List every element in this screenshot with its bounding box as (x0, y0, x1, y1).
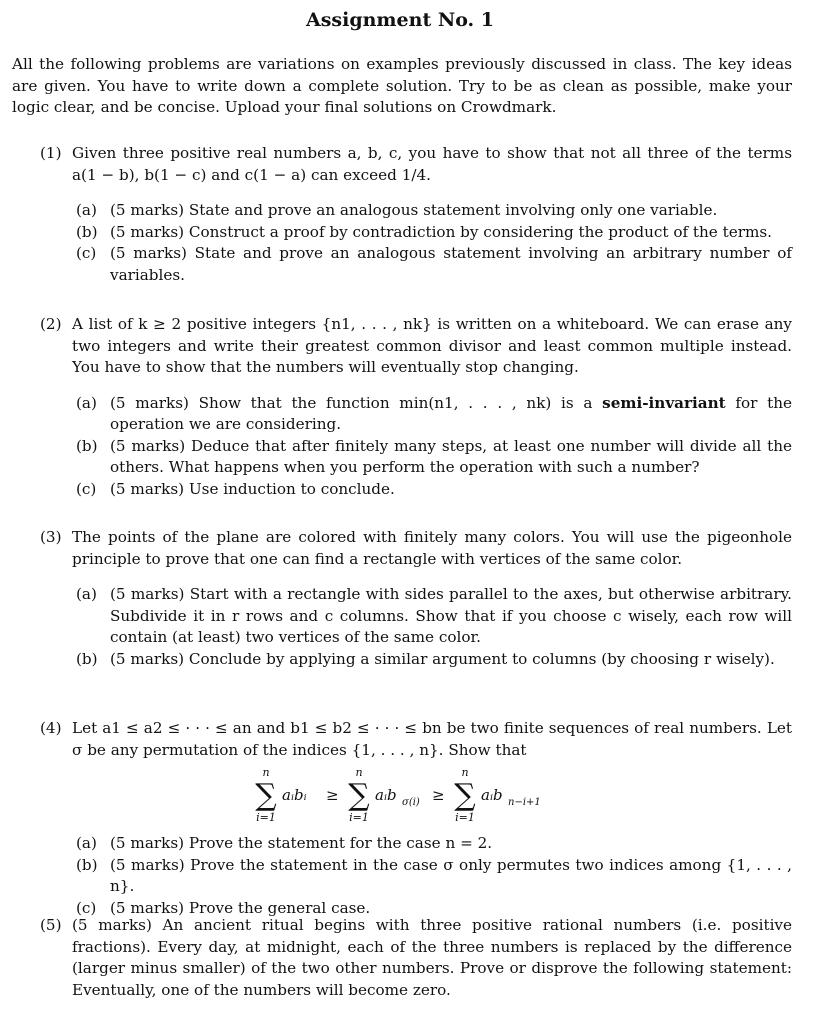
part-text: (5 marks) State and prove an analogous statement involving only one variable. (110, 201, 718, 219)
part-label: (c) (76, 898, 97, 917)
problem-number: (2) (40, 315, 62, 333)
part-label: (c) (76, 479, 97, 498)
part-text-pre: (5 marks) Show that the function min(n1, . . . , nk) is a (110, 393, 603, 412)
sum-upper-limit: n (461, 766, 469, 779)
problem-3 (40, 527, 792, 670)
problem-part (76, 393, 792, 436)
sigma-symbol: ∑ (348, 778, 370, 813)
problem-stem: (5 marks) An ancient ritual begins with three positive rational numbers (i.e. positive fractions). Every day, at midnight, each of the three numbers is replaced by the difference (larger minus smaller) of the two other numbers. Prove or disprove the following statement: Eventually, one of the numbers will become zero. (72, 916, 792, 999)
part-label: (a) (76, 393, 97, 412)
geq-symbol: ≥ (326, 786, 339, 804)
part-text-post: for the operation we are considering. (110, 393, 792, 433)
sum-lower-limit: i=1 (455, 811, 475, 824)
problem-5 (40, 915, 792, 1001)
problem-2 (40, 314, 792, 500)
problem-4 (40, 718, 792, 919)
part-label: (c) (76, 244, 97, 262)
problem-part (76, 855, 792, 898)
problem-part (76, 200, 792, 222)
problem-number: (4) (40, 719, 62, 737)
part-label: (a) (76, 834, 97, 852)
semi-invariant-term: semi-invariant (602, 393, 726, 412)
part-label: (b) (76, 855, 98, 874)
problem-stem: Let a1 ≤ a2 ≤ · · · ≤ an and b1 ≤ b2 ≤ · · · ≤ bn be two finite sequences of real numbers. Let σ be any permutation of the indices {1, . . . , n}. Show that (72, 719, 792, 759)
problem-1 (40, 143, 792, 286)
problem-stem: Given three positive real numbers a, b, c, you have to show that not all three of the terms a(1 − b), b(1 − c) and c(1 − a) can exceed 1/4. (72, 144, 792, 184)
intro-paragraph: All the following problems are variations on examples previously discussed in class. The key ideas are given. You have to write down a complete solution. Try to be as clean as possible, make your logic clear, and be concise. Upload your final solutions on Crowdmark. (12, 55, 792, 116)
problem-part (76, 436, 792, 479)
part-label: (a) (76, 201, 97, 219)
sum-lower-limit: i=1 (256, 811, 276, 824)
term-aib-reverse: aᵢb (481, 786, 503, 804)
part-text: (5 marks) Prove the statement in the case σ only permutes two indices among {1, . . . , n}. (110, 855, 792, 895)
term-aibi: aᵢbᵢ (282, 786, 307, 804)
problem-stem: A list of k ≥ 2 positive integers {n1, . . . , nk} is written on a whiteboard. We can erase any two integers and write their greatest common divisor and least common multiple instead. You have to show that the numbers will eventually stop changing. (72, 315, 792, 376)
part-text: (5 marks) Prove the general case. (110, 898, 371, 917)
sum-lower-limit: i=1 (349, 811, 369, 824)
part-label: (b) (76, 649, 98, 668)
part-text: (5 marks) Use induction to conclude. (110, 479, 395, 498)
problem-part (76, 584, 792, 649)
part-text: (5 marks) State and prove an analogous statement involving an arbitrary number of variables. (110, 244, 792, 284)
reverse-subscript: n−i+1 (508, 797, 541, 808)
problem-number: (5) (40, 916, 62, 934)
rearrangement-inequality (40, 765, 792, 831)
problem-part (76, 833, 792, 855)
part-text (110, 393, 792, 436)
problem-part (76, 649, 792, 671)
problem-stem: The points of the plane are colored with finitely many colors. You will use the pigeonhole principle to prove that one can find a rectangle with vertices of the same color. (72, 528, 792, 568)
geq-symbol: ≥ (432, 786, 445, 804)
sigma-symbol: ∑ (255, 778, 277, 813)
sum-upper-limit: n (355, 766, 363, 779)
term-aib-sigma: aᵢb (375, 786, 397, 804)
part-label: (b) (76, 222, 98, 241)
problem-number: (3) (40, 528, 62, 546)
problem-part (76, 479, 792, 501)
part-label: (b) (76, 436, 98, 455)
sigma-subscript: σ(i) (402, 797, 420, 808)
part-text: (5 marks) Start with a rectangle with sides parallel to the axes, but otherwise arbitrary. Subdivide it in r rows and c columns. Show that if you choose c wisely, each row will contain (at least) two vertices of the same color. (110, 585, 792, 646)
part-label: (a) (76, 585, 97, 603)
page-title: Assignment No. 1 (305, 9, 494, 31)
sum-upper-limit: n (262, 766, 270, 779)
part-text: (5 marks) Construct a proof by contradiction by considering the product of the terms. (110, 222, 772, 241)
problem-part (76, 222, 792, 244)
formula-svg (40, 765, 792, 831)
part-text: (5 marks) Conclude by applying a similar argument to columns (by choosing r wisely). (110, 649, 775, 668)
problem-part (76, 243, 792, 286)
sigma-symbol: ∑ (454, 778, 476, 813)
part-text: (5 marks) Prove the statement for the case n = 2. (110, 834, 493, 852)
part-text: (5 marks) Deduce that after finitely many steps, at least one number will divide all the others. What happens when you perform the operation with such a number? (110, 436, 792, 476)
problem-number: (1) (40, 144, 62, 162)
